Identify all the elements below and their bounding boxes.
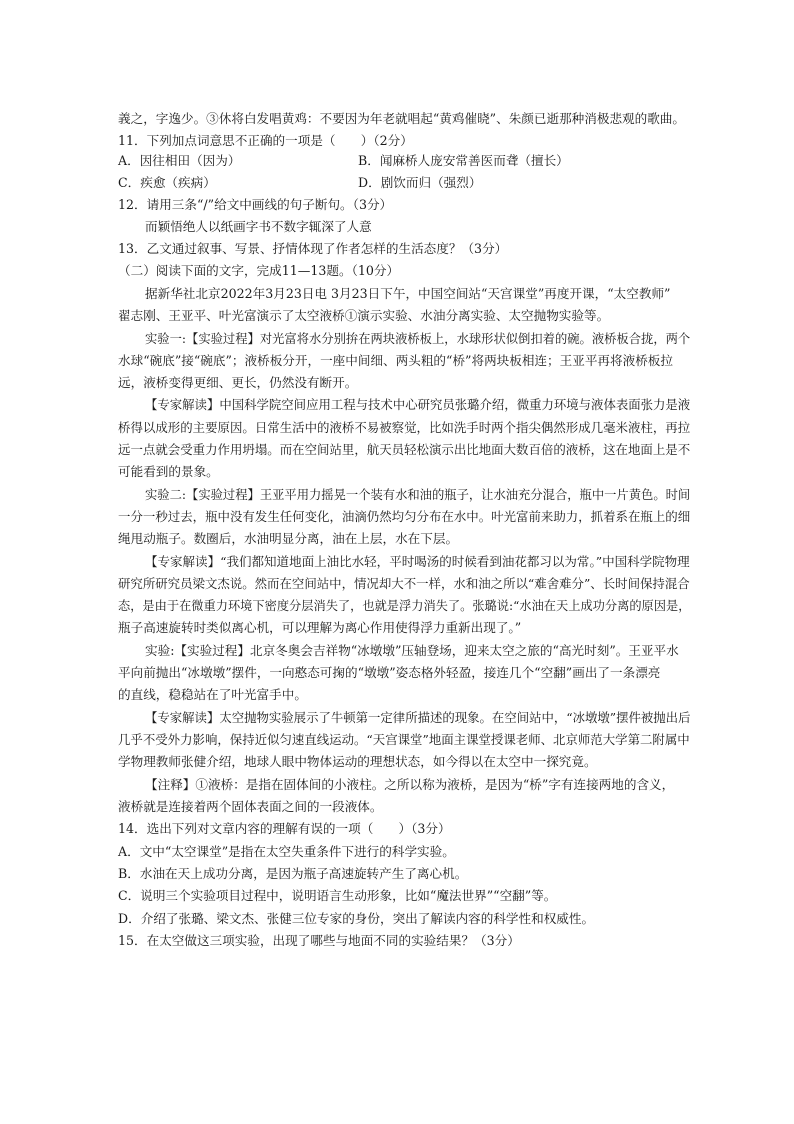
text-line: 实验:【实验过程】北京冬奥会吉祥物“冰墩墩”压轴登场，迎来太空之旅的“高光时刻”。王亚平水 <box>145 643 679 658</box>
sentence-to-punctuate: 而颖悟绝人以纸画字书不数字辄深了人意 <box>145 219 372 234</box>
text-line: 【专家解读】中国科学院空间应用工程与技术中心研究员张璐介绍，微重力环境与液体表面张力是液 <box>145 397 691 412</box>
text-line: 绳甩动瓶子。数圈后，水油明显分离，油在上层，水在下层。 <box>118 531 459 546</box>
text-line: 几乎不受外力影响，保持近似匀速直线运动。“天宫课堂”地面主课堂授课老师、北京师范大学第二附属中 <box>118 732 690 747</box>
text-line: 水球“碗底”接“碗底”；液桥板分开，一座中间细、两头粗的“桥”将两块板相连；王亚平再将液桥板拉 <box>118 353 673 368</box>
q14-option-c: C．说明三个实验项目过程中，说明语言生动形象，比如“魔法世界”“空翻”等。 <box>118 888 557 903</box>
option-b: B．闻麻桥人庞安常善医而聋（擅长） <box>358 153 569 168</box>
q14-option-a: A．文中“太空课堂”是指在太空失重条件下进行的科学实验。 <box>118 844 455 859</box>
question-14: 14．选出下列对文章内容的理解有误的一项（ ）（3分） <box>118 821 451 836</box>
text-line: 可能看到的景象。 <box>118 464 219 479</box>
text-line: 【专家解读】太空抛物实验展示了牛顿第一定律所描述的现象。在空间站中，“冰墩墩”摆件被抛出后 <box>145 710 691 725</box>
note-line: 【注释】①液桥：是指在固体间的小液柱。之所以称为液桥，是因为“桥”字有连接两地的含义， <box>145 777 675 792</box>
q14-option-d: D．介绍了张璐、梁文杰、张健三位专家的身份，突出了解读内容的科学性和权威性。 <box>118 911 595 926</box>
text-line: 平向前抛出“冰墩墩”摆件，一向憨态可掬的“墩墩”姿态格外轻盈，接连几个“空翻”画出了一条漂亮 <box>118 665 661 680</box>
question-12: 12．请用三条“/”给文中画线的句子断句。（3分） <box>118 197 393 212</box>
option-c: C．疾愈（疾病） <box>118 175 216 190</box>
question-11: 11．下列加点词意思不正确的一项是（ ）（2分） <box>118 133 413 148</box>
text-line: 实验二:【实验过程】王亚平用力摇晃一个装有水和油的瓶子，让水油充分混合，瓶中一片黄色。时间 <box>145 488 691 502</box>
text-line: 研究所研究员梁文杰说。然而在空间站中，情况却大不一样，水和油之所以“难舍难分”、长时间保持混合 <box>118 576 690 591</box>
text-line: 【专家解读】“我们都知道地面上油比水轻，平时喝汤的时候看到油花都习以为常。”中国科学院物理 <box>145 554 690 569</box>
text-line: 据新华社北京2022年3月23日电 3月23日下午，中国空间站“天宫课堂”再度开课，“太空教师” <box>145 286 671 301</box>
text-line: 瓶子高速旋转时类似离心机，可以理解为离心作用使得浮力重新出现了。” <box>118 620 522 635</box>
option-a: A．因往相田（因为） <box>118 153 241 168</box>
note-line: 液桥就是连接着两个固体表面之间的一段液体。 <box>118 799 383 814</box>
text-line: 实验一:【实验过程】对光富将水分别拚在两块液桥板上，水球形状似倒扣着的碗。液桥板合拢，两个 <box>145 332 691 346</box>
question-15: 15．在太空做这三项实验，出现了哪些与地面不同的实验结果？（3分） <box>118 933 520 948</box>
q14-option-b: B．水油在天上成功分离，是因为瓶子高速旋转产生了离心机。 <box>118 866 468 881</box>
text-line: 翟志刚、王亚平、叶光富演示了太空液桥①演示实验、水油分离实验、太空抛物实验等。 <box>118 308 610 323</box>
text-line: 远，液桥变得更细、更长，仍然没有断开。 <box>118 375 358 390</box>
text-line: 学物理教师张健介绍，地球人眼中物体运动的理想状态，如今得以在太空中一探究竟。 <box>118 754 597 769</box>
text-line: 桥得以成形的主要原因。日常生活中的液桥不易被察觉，比如洗手时两个指尖偶然形成几毫米液柱，再拉 <box>118 420 691 435</box>
text-line: 态，是由于在微重力环境下密度分层消失了，也就是浮力消失了。张璐说:“水油在天上成功分离的原因是， <box>118 599 691 613</box>
section-heading: （二）阅读下面的文字，完成11—13题。（10分） <box>118 263 400 278</box>
option-d: D．剧饮而归（强烈） <box>358 175 482 190</box>
question-13: 13．乙文通过叙事、写景、抒情体现了作者怎样的生活态度？（3分） <box>118 241 508 256</box>
text-line: 的直线，稳稳站在了叶光富手中。 <box>118 687 307 702</box>
text-line: 远一点就会受重力作用坍塌。而在空间站里，航天员轻松演示出比地面大数百倍的液桥，这在地面上是不 <box>118 442 691 457</box>
text-line: 義之，字逸少。③休将白发唱黄鸡：不要因为年老就唱起“黄鸡催晓”、朱颜已逝那种消极悲观的歌曲。 <box>118 111 686 126</box>
text-line: 一分一秒过去，瓶中没有发生任何变化，油滴仍然均匀分布在水中。叶光富前来助力，抓着系在瓶上的细 <box>118 509 691 524</box>
